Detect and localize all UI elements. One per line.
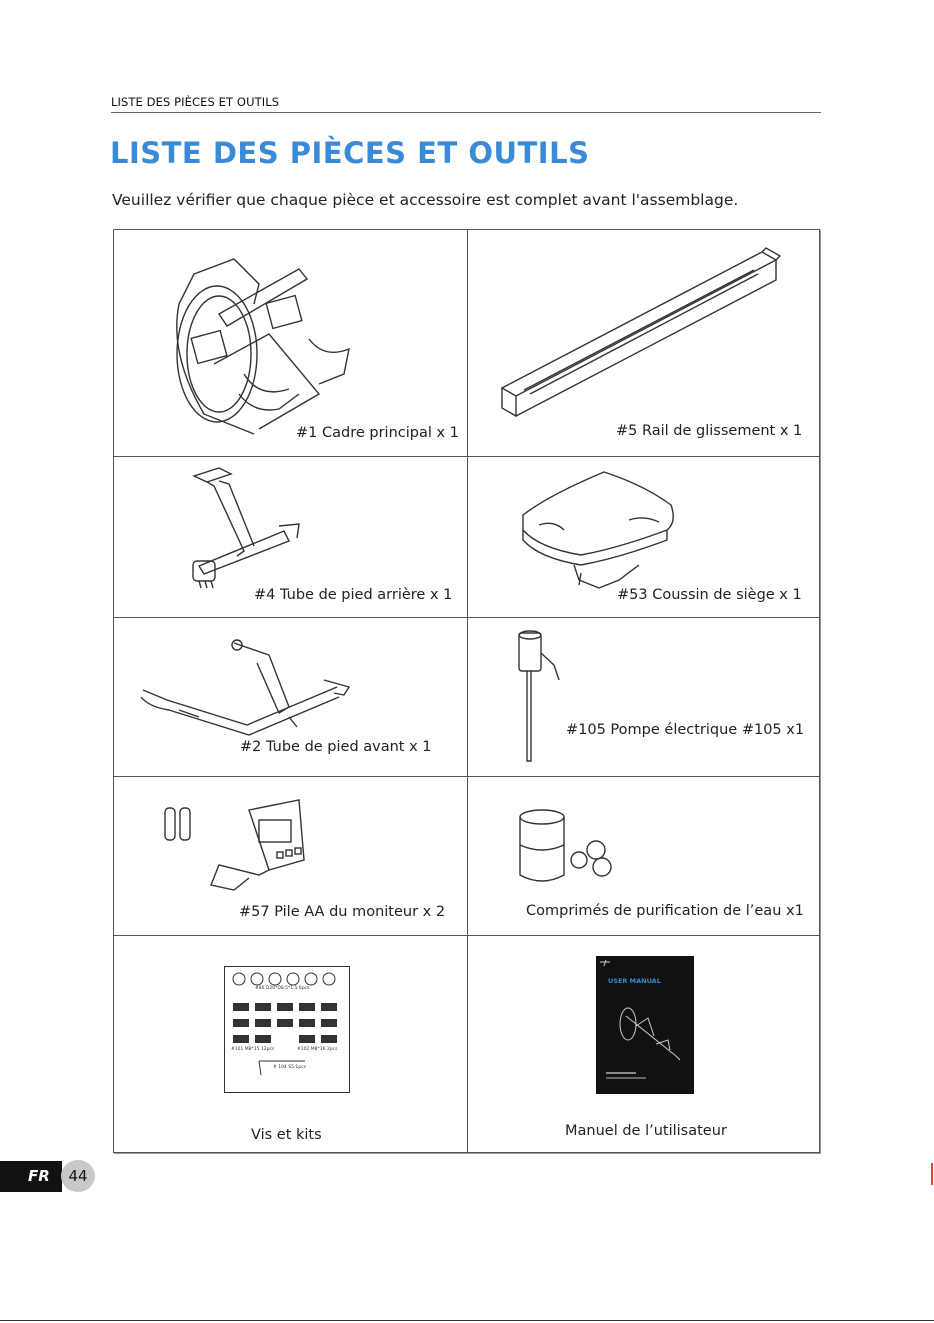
part-caption: #57 Pile AA du moniteur x 2 (239, 904, 446, 920)
seat-cushion-drawing (519, 470, 679, 595)
rower-icon (596, 956, 694, 1094)
row-divider (114, 776, 819, 777)
part-caption: #5 Rail de glissement x 1 (616, 423, 803, 439)
intro-text: Veuillez vérifier que chaque pièce et accessoire est complet avant l'assemblage. (112, 191, 739, 209)
part-caption: Comprimés de purification de l’eau x1 (526, 903, 804, 919)
front-foot-tube-drawing (139, 635, 354, 740)
section-label: LISTE DES PIÈCES ET OUTILS (111, 95, 280, 109)
screw-label: #101 M8*15 12pcs (231, 1047, 275, 1052)
user-manual-drawing (596, 956, 694, 1094)
screw-label: # 104 S5 1pcs (273, 1065, 306, 1070)
screw-label: #102 M8*16 2pcs (297, 1047, 338, 1052)
monitor-battery-drawing (159, 790, 324, 900)
header-divider (111, 112, 821, 113)
rear-foot-tube-drawing (189, 466, 369, 591)
row-divider (114, 935, 819, 936)
edge-marker (931, 1163, 933, 1185)
part-caption: Manuel de l’utilisateur (565, 1123, 727, 1139)
part-caption: #2 Tube de pied avant x 1 (240, 739, 432, 755)
page-number: 44 (68, 1167, 88, 1185)
manual-cover-title: USER MANUAL (608, 977, 661, 985)
screw-label: #86 D20*D8.5*1.5 6pcs (255, 986, 310, 991)
part-caption: #4 Tube de pied arrière x 1 (254, 587, 453, 603)
bottom-divider (0, 1320, 934, 1321)
part-caption: #1 Cadre principal x 1 (296, 425, 459, 441)
page-title: LISTE DES PIÈCES ET OUTILS (110, 136, 590, 170)
slide-rail-drawing (494, 240, 794, 420)
electric-pump-drawing (509, 625, 569, 770)
row-divider (114, 456, 819, 457)
parts-table (113, 229, 820, 1153)
part-caption: Vis et kits (251, 1127, 322, 1143)
main-frame-drawing (159, 244, 364, 439)
column-divider (467, 230, 468, 1152)
screws-kit-drawing (224, 966, 350, 1093)
part-caption: #105 Pompe électrique #105 x1 (566, 722, 805, 738)
purification-tablets-drawing (514, 805, 624, 890)
language-code: FR (28, 1167, 50, 1185)
part-caption: #53 Coussin de siège x 1 (617, 587, 802, 603)
row-divider (114, 617, 819, 618)
